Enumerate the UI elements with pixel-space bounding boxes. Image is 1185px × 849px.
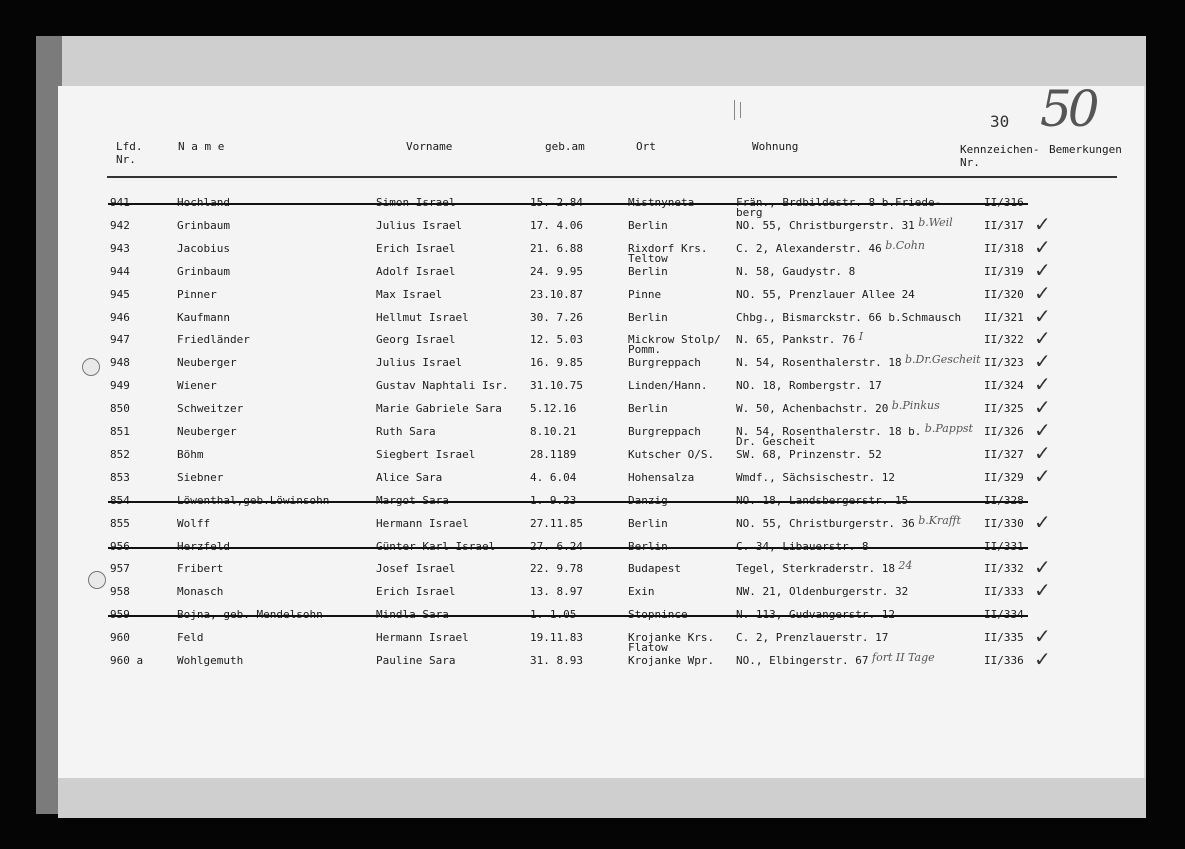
row-number: 942 — [110, 219, 130, 232]
row-wohnung: N. 54, Rosenthalerstr. 18 — [736, 356, 902, 369]
row-birth-date: 13. 8.97 — [530, 585, 583, 598]
row-kennzeichen: II/325 — [984, 402, 1024, 415]
row-vorname: Erich Israel — [376, 585, 456, 598]
row-kennzeichen: II/318 — [984, 242, 1024, 255]
row-number: 853 — [110, 471, 130, 484]
row-ort: Rixdorf Krs. — [628, 242, 708, 255]
row-name: Kaufmann — [177, 311, 230, 324]
row-wohnung: NO., Elbingerstr. 67 — [736, 654, 869, 667]
row-birth-date: 31. 8.93 — [530, 654, 583, 667]
row-handwritten-note: 24 — [898, 559, 913, 572]
row-ort: Pinne — [628, 288, 662, 301]
row-wohnung: NO. 55, Christburgerstr. 31 — [736, 219, 915, 232]
row-birth-date: 30. 7.26 — [530, 311, 583, 324]
row-wohnung-continued: berg — [736, 206, 763, 219]
row-wohnung: N. 54, Rosenthalerstr. 18 b. — [736, 425, 922, 438]
row-vorname: Siegbert Israel — [376, 448, 476, 461]
row-handwritten-note: b.Pappst — [924, 422, 973, 435]
row-ort: Hohensalza — [628, 471, 695, 484]
header-vorname: Vorname — [406, 140, 453, 153]
row-number: 850 — [110, 402, 130, 415]
row-kennzeichen: II/329 — [984, 471, 1024, 484]
row-number: 944 — [110, 265, 130, 278]
row-handwritten-note: fort II Tage — [872, 651, 935, 664]
row-vorname: Adolf Israel — [376, 265, 456, 278]
header-name: N a m e — [178, 140, 225, 153]
row-wohnung: W. 50, Achenbachstr. 20 — [736, 402, 889, 415]
row-birth-date: 28.1189 — [530, 448, 577, 461]
row-wohnung: Wmdf., Sächsischestr. 12 — [736, 471, 895, 484]
row-vorname: Alice Sara — [376, 471, 443, 484]
row-number: 855 — [110, 517, 130, 530]
row-name: Grinbaum — [177, 265, 230, 278]
header-geb-am: geb.am — [545, 140, 585, 153]
row-vorname: Gustav Naphtali Isr. — [376, 379, 509, 392]
row-name: Böhm — [177, 448, 204, 461]
row-kennzeichen: II/323 — [984, 356, 1024, 369]
row-handwritten-note: b.Pinkus — [891, 399, 940, 412]
row-ort: Kutscher O/S. — [628, 448, 715, 461]
row-ort-continued: Flatow — [628, 641, 668, 654]
row-wohnung: C. 2, Prenzlauerstr. 17 — [736, 631, 889, 644]
row-ort: Mickrow Stolp/ — [628, 333, 721, 346]
check-mark-icon: ✓ — [1034, 304, 1051, 328]
row-birth-date: 23.10.87 — [530, 288, 583, 301]
header-kennzeichen: Kennzeichen- Nr. — [960, 143, 1040, 169]
header-bemerkungen: Bemerkungen — [1049, 143, 1122, 156]
row-kennzeichen: II/321 — [984, 311, 1024, 324]
check-mark-icon: ✓ — [1034, 441, 1051, 465]
row-birth-date: 4. 6.04 — [530, 471, 577, 484]
check-mark-icon: ✓ — [1034, 326, 1051, 350]
top-mark — [734, 100, 735, 120]
row-name: Fribert — [177, 562, 224, 575]
check-mark-icon: ✓ — [1034, 281, 1051, 305]
row-vorname: Pauline Sara — [376, 654, 456, 667]
row-kennzeichen: II/336 — [984, 654, 1024, 667]
check-mark-icon: ✓ — [1034, 372, 1051, 396]
header-ort: Ort — [636, 140, 656, 153]
row-birth-date: 12. 5.03 — [530, 333, 583, 346]
strike-through-line — [108, 547, 1028, 549]
row-wohnung: NW. 21, Oldenburgerstr. 32 — [736, 585, 909, 598]
row-vorname: Hermann Israel — [376, 517, 469, 530]
row-number: 945 — [110, 288, 130, 301]
sheet-bottom-edge — [58, 778, 1146, 818]
header-rule — [107, 176, 1117, 178]
row-ort: Berlin — [628, 311, 668, 324]
punch-hole — [82, 358, 100, 376]
row-kennzeichen: II/335 — [984, 631, 1024, 644]
row-kennzeichen: II/324 — [984, 379, 1024, 392]
row-name: Grinbaum — [177, 219, 230, 232]
row-birth-date: 19.11.83 — [530, 631, 583, 644]
row-wohnung: SW. 68, Prinzenstr. 52 — [736, 448, 882, 461]
row-vorname: Hellmut Israel — [376, 311, 469, 324]
row-name: Jacobius — [177, 242, 230, 255]
row-birth-date: 27.11.85 — [530, 517, 583, 530]
check-mark-icon: ✓ — [1034, 235, 1051, 259]
row-handwritten-note: I — [858, 330, 864, 343]
row-wohnung-continued: Dr. Gescheit — [736, 435, 816, 448]
row-name: Feld — [177, 631, 204, 644]
row-name: Schweitzer — [177, 402, 244, 415]
row-ort: Budapest — [628, 562, 681, 575]
row-kennzeichen: II/317 — [984, 219, 1024, 232]
row-birth-date: 31.10.75 — [530, 379, 583, 392]
row-kennzeichen: II/326 — [984, 425, 1024, 438]
sheet-top-edge — [36, 36, 1146, 86]
row-wohnung: N. 65, Pankstr. 76 — [736, 333, 856, 346]
row-wohnung: C. 2, Alexanderstr. 46 — [736, 242, 882, 255]
strike-through-line — [108, 203, 1028, 205]
check-mark-icon: ✓ — [1034, 624, 1051, 648]
row-wohnung: NO. 55, Prenzlauer Allee 24 — [736, 288, 915, 301]
row-vorname: Marie Gabriele Sara — [376, 402, 502, 415]
row-handwritten-note: b.Krafft — [918, 514, 961, 527]
row-number: 851 — [110, 425, 130, 438]
row-birth-date: 21. 6.88 — [530, 242, 583, 255]
check-mark-icon: ✓ — [1034, 258, 1051, 282]
row-vorname: Julius Israel — [376, 356, 463, 369]
row-ort: Burgreppach — [628, 425, 701, 438]
handwritten-page-number: 50 — [1040, 80, 1096, 138]
row-number: 960 a — [110, 654, 144, 667]
row-ort: Exin — [628, 585, 655, 598]
row-birth-date: 8.10.21 — [530, 425, 577, 438]
row-wohnung: NO. 18, Rombergstr. 17 — [736, 379, 882, 392]
row-handwritten-note: b.Weil — [918, 216, 953, 229]
row-name: Wiener — [177, 379, 217, 392]
row-kennzeichen: II/330 — [984, 517, 1024, 530]
row-kennzeichen: II/332 — [984, 562, 1024, 575]
row-ort: Krojanke Wpr. — [628, 654, 715, 667]
row-birth-date: 24. 9.95 — [530, 265, 583, 278]
row-ort: Krojanke Krs. — [628, 631, 715, 644]
row-name: Wolff — [177, 517, 211, 530]
top-mark — [740, 102, 741, 118]
row-wohnung: NO. 55, Christburgerstr. 36 — [736, 517, 915, 530]
row-ort: Berlin — [628, 265, 668, 278]
check-mark-icon: ✓ — [1034, 212, 1051, 236]
row-number: 949 — [110, 379, 130, 392]
page-number: 30 — [990, 112, 1010, 131]
row-wohnung: Tegel, Sterkraderstr. 18 — [736, 562, 895, 575]
row-birth-date: 5.12.16 — [530, 402, 577, 415]
row-handwritten-note: b.Cohn — [885, 239, 925, 252]
row-vorname: Georg Israel — [376, 333, 456, 346]
row-number: 958 — [110, 585, 130, 598]
check-mark-icon: ✓ — [1034, 464, 1051, 488]
row-ort: Berlin — [628, 219, 668, 232]
row-name: Wohlgemuth — [177, 654, 244, 667]
row-number: 947 — [110, 333, 130, 346]
row-ort: Linden/Hann. — [628, 379, 708, 392]
strike-through-line — [108, 501, 1028, 503]
row-ort-continued: Pomm. — [628, 343, 662, 356]
row-vorname: Ruth Sara — [376, 425, 436, 438]
row-number: 957 — [110, 562, 130, 575]
check-mark-icon: ✓ — [1034, 578, 1051, 602]
row-name: Pinner — [177, 288, 217, 301]
row-name: Friedländer — [177, 333, 250, 346]
check-mark-icon: ✓ — [1034, 510, 1051, 534]
row-vorname: Hermann Israel — [376, 631, 469, 644]
row-number: 943 — [110, 242, 130, 255]
strike-through-line — [108, 615, 1028, 617]
row-number: 946 — [110, 311, 130, 324]
row-name: Neuberger — [177, 425, 237, 438]
check-mark-icon: ✓ — [1034, 418, 1051, 442]
row-birth-date: 17. 4.06 — [530, 219, 583, 232]
row-handwritten-note: b.Dr.Gescheit — [905, 353, 981, 366]
row-ort: Berlin — [628, 402, 668, 415]
row-number: 852 — [110, 448, 130, 461]
check-mark-icon: ✓ — [1034, 349, 1051, 373]
row-number: 960 — [110, 631, 130, 644]
row-kennzeichen: II/320 — [984, 288, 1024, 301]
row-kennzeichen: II/322 — [984, 333, 1024, 346]
row-vorname: Josef Israel — [376, 562, 456, 575]
row-name: Monasch — [177, 585, 224, 598]
row-ort-continued: Teltow — [628, 252, 668, 265]
row-kennzeichen: II/327 — [984, 448, 1024, 461]
row-wohnung: Chbg., Bismarckstr. 66 b.Schmausch — [736, 311, 962, 324]
row-name: Siebner — [177, 471, 224, 484]
header-wohnung: Wohnung — [752, 140, 799, 153]
row-vorname: Max Israel — [376, 288, 443, 301]
row-birth-date: 16. 9.85 — [530, 356, 583, 369]
row-kennzeichen: II/333 — [984, 585, 1024, 598]
row-kennzeichen: II/319 — [984, 265, 1024, 278]
row-wohnung: N. 58, Gaudystr. 8 — [736, 265, 856, 278]
row-vorname: Julius Israel — [376, 219, 463, 232]
row-name: Neuberger — [177, 356, 237, 369]
row-number: 948 — [110, 356, 130, 369]
row-vorname: Erich Israel — [376, 242, 456, 255]
check-mark-icon: ✓ — [1034, 555, 1051, 579]
check-mark-icon: ✓ — [1034, 395, 1051, 419]
punch-hole — [88, 571, 106, 589]
row-ort: Berlin — [628, 517, 668, 530]
header-lfd-nr: Lfd. Nr. — [116, 140, 143, 166]
row-ort: Burgreppach — [628, 356, 701, 369]
check-mark-icon: ✓ — [1034, 647, 1051, 671]
row-birth-date: 22. 9.78 — [530, 562, 583, 575]
